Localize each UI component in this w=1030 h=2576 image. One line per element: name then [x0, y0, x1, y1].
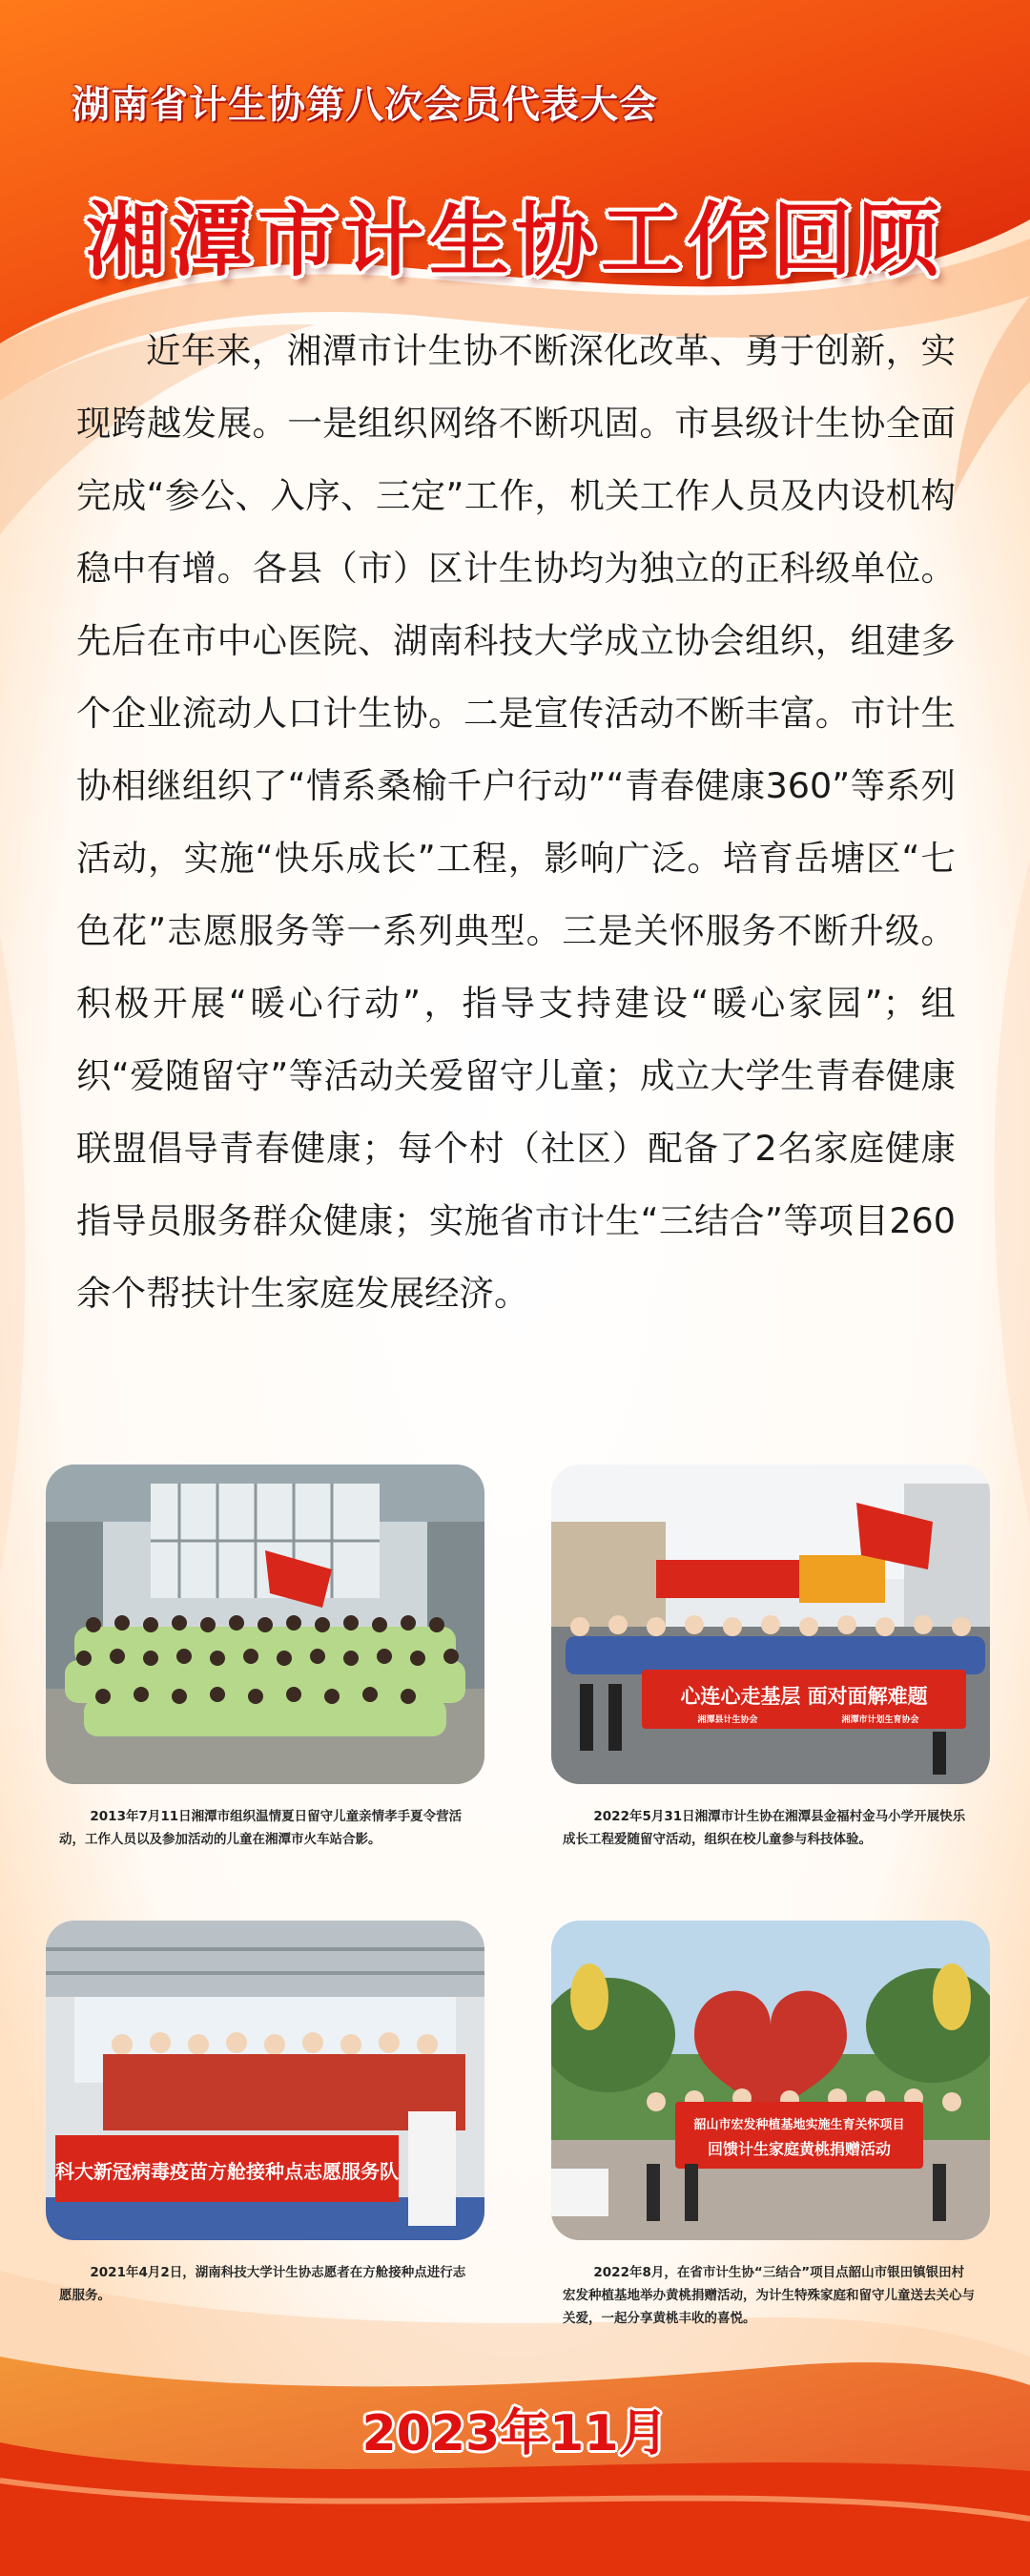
page-title: 湘潭市计生协工作回顾 — [85, 194, 944, 287]
photo-2-banner-text: 心连心走基层 面对面解难题 — [680, 1685, 928, 1708]
footer-date: 2023年11月 — [361, 2405, 669, 2462]
photo-3-banner-text: 科大新冠病毒疫苗方舱接种点志愿服务队 — [55, 2160, 399, 2183]
photo-peach-donation — [551, 1921, 990, 2240]
photo-caption-1: 2013年7月11日湘潭市组织温情夏日留守儿童亲情孝手夏令营活动，工作人员以及参加活动的儿童在湘潭市火车站合影。 — [59, 1809, 463, 1847]
header-subtitle: 湖南省计生协第八次会员代表大会 — [72, 83, 658, 127]
photo-vaccine-volunteers — [46, 1921, 484, 2240]
photo-caption-2: 2022年5月31日湘潭市计生协在湘潭县金福村金马小学开展快乐成长工程爱随留守活动，组织在校儿童参与科技体验。 — [563, 1809, 966, 1847]
review-paragraph: 近年来，湘潭市计生协不断深化改革、勇于创新，实现跨越发展。一是组织网络不断巩固。市县级计生协全面完成“参公、入序、三定”工作，机关工作人员及内设机构稳中有增。各县（市）区计生协均为独立的正科级单位。先后在市中心医院、湖南科技大学成立协会组织，组建多个企业流动人口计生协。二是宣传活动不断丰富。市计生协相继组织了“情系桑榆千户行动”“青春健康360”等系列活动，实施“快乐成长”工程，影响广泛。培育岳塘区“七色花”志愿服务等一系列典型。三是关怀服务不断升级。积极开展“暖心行动”，指导支持建设“暖心家园”；组织“爱随留守”等活动关爱留守儿童；成立大学生青春健康联盟倡导青春健康；每个村（社区）配备了2名家庭健康指导员服务群众健康；实施省市计生“三结合”等项目260余个帮扶计生家庭发展经济。 — [76, 330, 956, 1314]
photo-train-station-group — [46, 1465, 484, 1784]
photo-4-banner-line2: 回馈计生家庭黄桃捐赠活动 — [707, 2140, 892, 2158]
photo-2-banner-right: 湘潭市计划生育协会 — [841, 1715, 919, 1725]
photo-school-children-banner — [551, 1465, 990, 1784]
photo-caption-4: 2022年8月，在省市计生协“三结合”项目点韶山市银田镇银田村宏发种植基地举办黄桃捐赠活动，为计生特殊家庭和留守儿童送去关心与关爱，一起分享黄桃丰收的喜悦。 — [563, 2265, 975, 2326]
photo-caption-3: 2021年4月2日，湖南科技大学计生协志愿者在方舱接种点进行志愿服务。 — [59, 2265, 466, 2303]
photo-2-banner-left: 湘潭县计生协会 — [697, 1715, 758, 1725]
photo-4-banner-line1: 韶山市宏发种植基地实施生育关怀项目 — [693, 2118, 905, 2132]
